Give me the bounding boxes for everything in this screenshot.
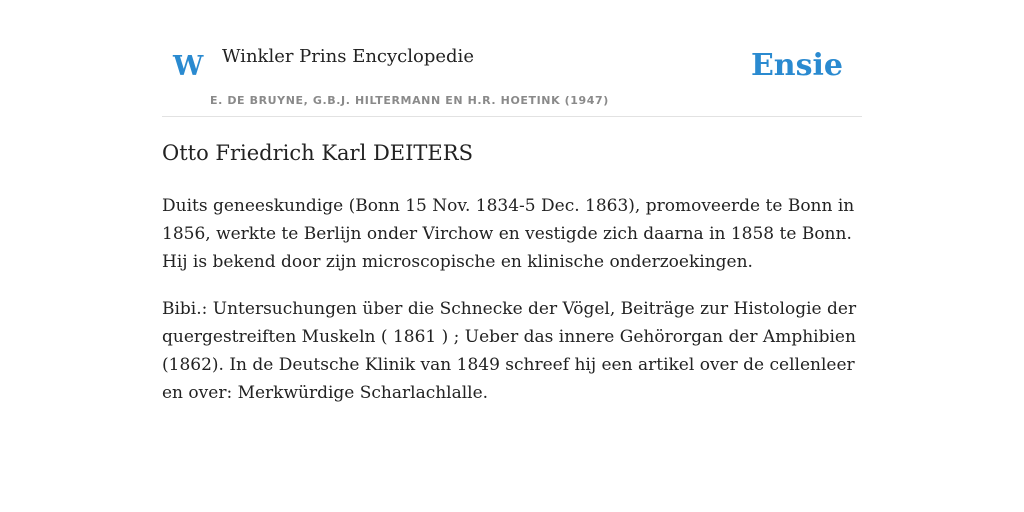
source-logo: W xyxy=(173,51,204,82)
article-paragraph: Bibi.: Untersuchungen über die Schnecke der Vögel, Beiträge zur Histologie der quergestreiften Muskeln ( 1861 ) ; Ueber das innere Gehörorgan der Amphibien (1862). In de Deutsche Klinik van 1849 schreef hij een artikel over de cellenleer en over: Merkwürdige Scharlachlalle. xyxy=(162,299,857,403)
source-title[interactable]: Winkler Prins Encyclopedie xyxy=(222,46,474,67)
article-paragraph: Duits geneeskundige (Bonn 15 Nov. 1834-5 Dec. 1863), promoveerde te Bonn in 1856, werkte te Berlijn onder Virchow en vestigde zich daarna in 1858 te Bonn. Hij is bekend door zijn microscopische en klinische onderzoekingen. xyxy=(162,196,855,272)
source-header xyxy=(162,0,862,117)
source-authors: E. DE BRUYNE, G.B.J. HILTERMANN EN H.R. HOETINK (1947) xyxy=(210,94,609,107)
article-title: Otto Friedrich Karl DEITERS xyxy=(162,141,473,165)
page-container xyxy=(162,0,862,403)
brand-logo-link[interactable]: Ensie xyxy=(750,48,843,83)
